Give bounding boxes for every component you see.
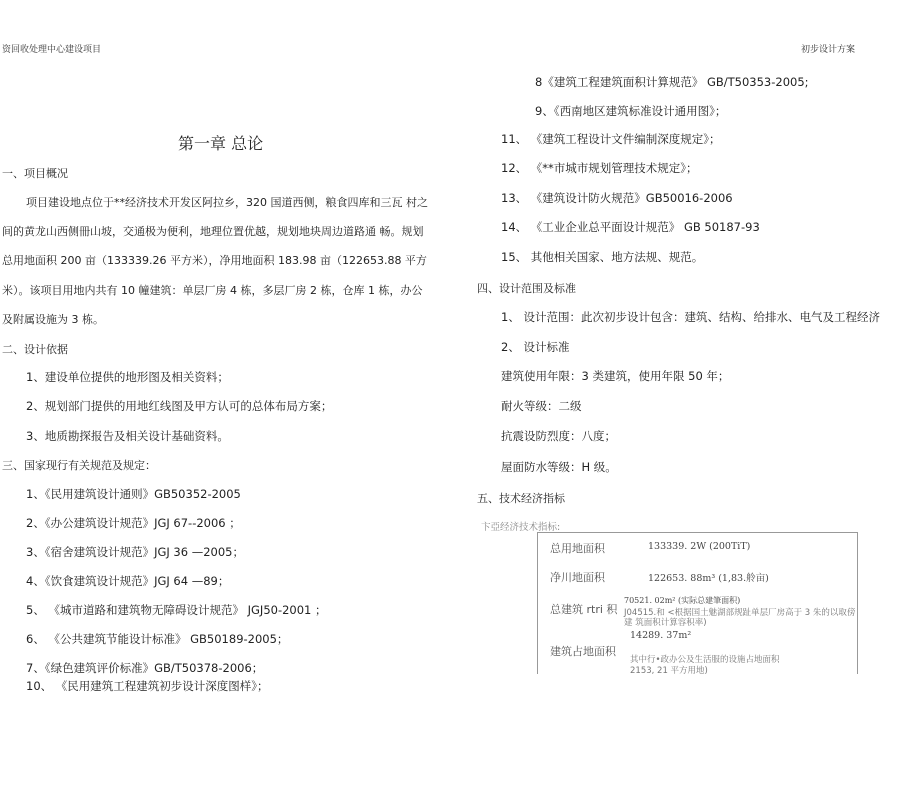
code-item: 2、《办公建筑设计规范》JGJ 67--2006 ； (26, 516, 241, 530)
table-caption: 卞亞经济技术指标: (481, 522, 561, 533)
code-item: 3、《宿舍建筑设计规范》JGJ 36 —2005； (26, 545, 244, 559)
code-item: 6、 《公共建筑节能设计标准》 GB50189-2005； (26, 632, 289, 646)
code-item: 5、 《城市道路和建筑物无障碍设计规范》 JGJ50-2001 ； (26, 603, 327, 617)
table-label: 净川地面积 (550, 571, 605, 584)
table-note: J04515.和 <根据国土魅湖部规趾单层厂房高于 3 朱的以取傍 (624, 608, 856, 618)
code-item: 7、《绿色建筑评价标准》GB/T50378-2006； (26, 661, 264, 675)
code-item: 13、 《建筑设计防火规范》GB50016-2006 (501, 191, 733, 205)
overview-line: 项目建设地点位于**经济技术开发区阿拉乡，320 国道西侧，粮食四库和三瓦 村之 (26, 196, 428, 209)
code-item: 10、 《民用建筑工程建筑初步设计深度图样》； (26, 679, 269, 693)
table-label: 建筑占地面积 (550, 645, 616, 658)
code-item: 11、 《建筑工程设计文件编制深度规定》； (501, 132, 721, 146)
section-heading-codes: 三、国家现行有关规范及规定： (2, 459, 156, 472)
scope-item: 屋面防水等级：H 级。 (501, 460, 617, 474)
table-value: 122653. 88m³ (1,83.舲亩) (648, 573, 769, 584)
code-item: 1、《民用建筑设计通则》GB50352-2005 (26, 487, 241, 501)
indicator-table (537, 532, 858, 674)
scope-item: 1、 设计范围：此次初步设计包含：建筑、结构、给排水、电气及工程经济 (501, 310, 880, 324)
scope-item: 2、 设计标准 (501, 340, 570, 354)
scope-item: 抗震设防烈度：八度； (501, 429, 616, 443)
section-heading-overview: 一、项目概况 (2, 167, 68, 180)
table-note: 其中行•政办公及生活服的设施占地面积 (630, 655, 780, 665)
table-note: 2153, 21 平方用地) (630, 666, 708, 676)
table-value: 70521. 02m² (实际总建筆面积) (624, 596, 741, 605)
table-value: 14289. 37m² (630, 630, 692, 641)
header-right: 初步设计方案 (801, 45, 856, 55)
chapter-title: 第一章 总论 (178, 134, 264, 153)
code-item: 8《建筑工程建筑面积计算规范》 GB/T50353-2005; (535, 75, 809, 89)
code-item: 12、 《**市城市规划管理技术规定》； (501, 161, 698, 175)
scope-item: 耐火等级：二级 (501, 399, 582, 413)
overview-line: 及附属设施为 3 栋。 (2, 313, 104, 326)
scope-item: 建筑使用年限：3 类建筑，使用年限 50 年； (501, 369, 730, 383)
table-value: 133339. 2W (200TiT) (648, 541, 751, 552)
section-heading-indicators: 五、技术经济指标 (477, 492, 565, 505)
code-item: 9、《西南地区建筑标准设计通用图》； (535, 104, 727, 118)
code-item: 14、 《工业企业总平面设计规范》 GB 50187-93 (501, 220, 760, 234)
table-note: 建 筑面积计算容积率) (624, 618, 707, 628)
table-label: 总建筑 rtri 积 (550, 603, 618, 616)
basis-item: 1、建设单位提供的地形图及相关资料； (26, 370, 229, 384)
table-label: 总用地面积 (550, 542, 605, 555)
code-item: 15、 其他相关国家、地方法规、规范。 (501, 250, 704, 264)
overview-line: 间的黄龙山西侧冊山坡，交通极为便利，地理位置优越，规划地块周边道路通 畅。规划 (2, 225, 424, 238)
overview-line: 总用地面积 200 亩（133339.26 平方米），净用地面积 183.98 亩（122653.88 平方 (2, 254, 427, 267)
basis-item: 2、规划部门提供的用地红线图及甲方认可的总体布局方案； (26, 399, 333, 413)
section-heading-basis: 二、设计依据 (2, 343, 68, 356)
overview-line: 米）。该项目用地内共有 10 幢建筑：单层厂房 4 栋，多层厂房 2 栋，仓库 1 栋，办公 (2, 284, 423, 297)
section-heading-scope: 四、设计范围及标准 (477, 282, 576, 295)
header-left: 资回收处理中心建设项目 (2, 45, 102, 55)
basis-item: 3、地质勘探报告及相关设计基础资料。 (26, 429, 229, 443)
code-item: 4、《饮食建筑设计规范》JGJ 64 —89； (26, 574, 230, 588)
